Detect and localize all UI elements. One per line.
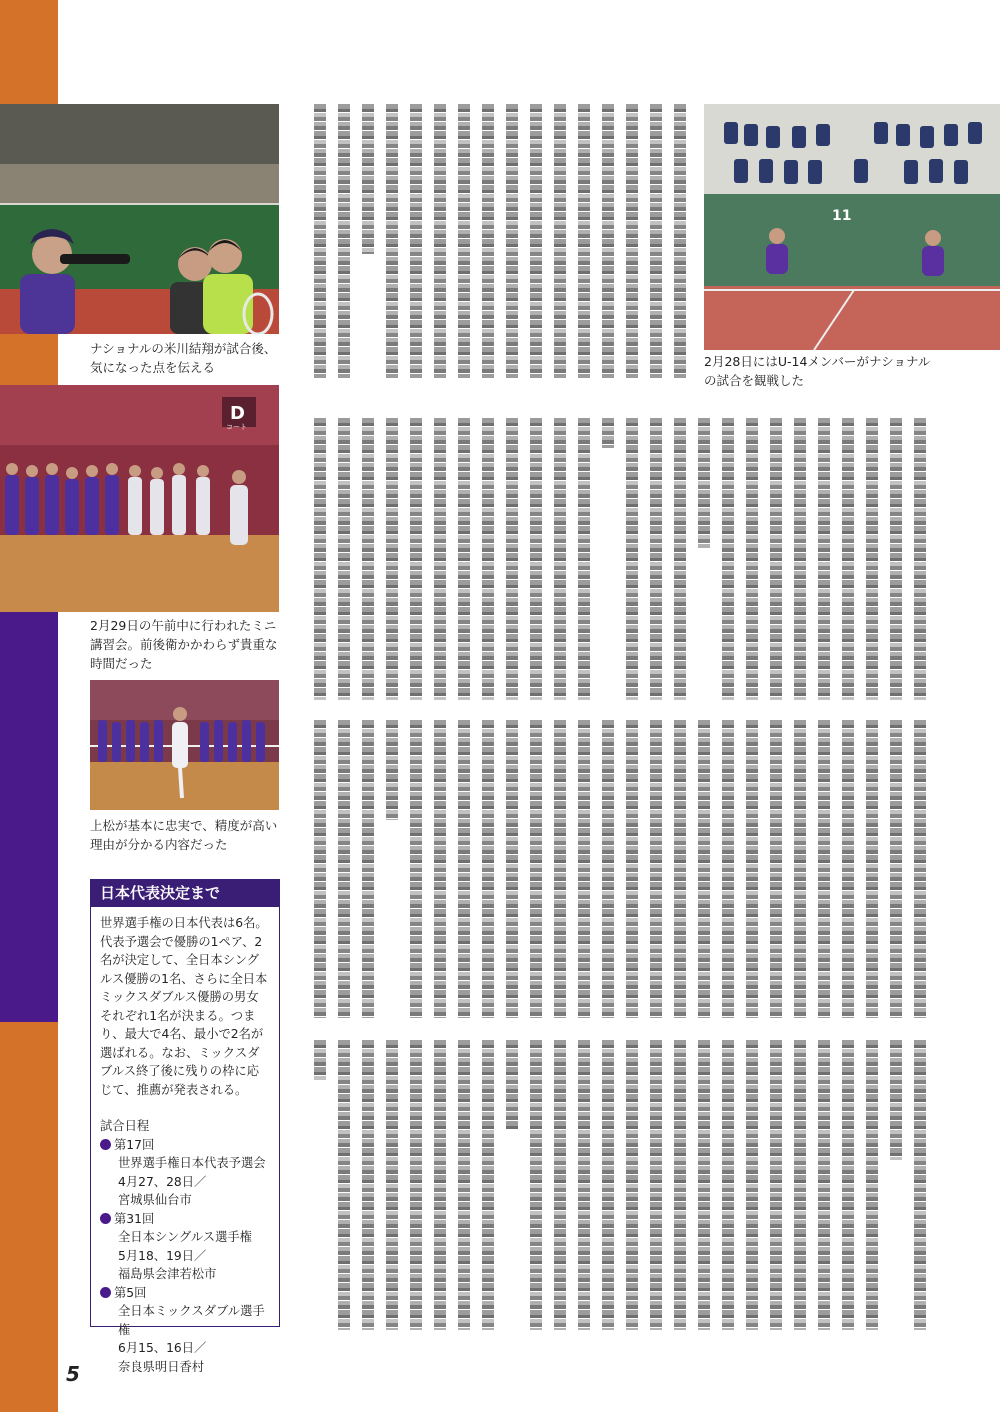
box-body-text: 世界選手権の日本代表は6名。代表予選会で優勝の1ペア、2名が決定して、全日本シングルス優勝の1名、さらに全日本ミックスダブルス優勝の男女それぞれ1名が決まる。つまり、最大で4名、最小で2名が選ばれる。なお、ミックスダブルス終了後に残りの枠に応じて、推薦が発表される。 bbox=[100, 916, 268, 1097]
schedule-item bbox=[100, 1210, 270, 1284]
schedule-place: 奈良県明日香村 bbox=[118, 1359, 205, 1374]
text-column bbox=[314, 1040, 326, 1080]
schedule-edition: 第17回 bbox=[114, 1137, 155, 1152]
text-column bbox=[554, 1040, 566, 1330]
text-column bbox=[626, 418, 638, 700]
text-column bbox=[578, 418, 590, 700]
text-column bbox=[314, 418, 326, 700]
text-column bbox=[554, 104, 566, 378]
caption-mini-lecture: 2月29日の午前中に行われたミニ講習会。前後衛かかわらず貴重な時間だった bbox=[90, 618, 278, 671]
text-column bbox=[842, 418, 854, 700]
text-column bbox=[794, 418, 806, 700]
text-column bbox=[746, 418, 758, 700]
text-column bbox=[914, 1040, 926, 1330]
bullet-dot-icon bbox=[100, 1139, 111, 1150]
caption-uematsu-demo: 上松が基本に忠実で、精度が高い理由が分かる内容だった bbox=[90, 818, 278, 852]
text-column bbox=[650, 1040, 662, 1330]
text-column bbox=[386, 1040, 398, 1330]
text-column bbox=[866, 1040, 878, 1330]
japan-team-selection-box bbox=[90, 879, 280, 1374]
text-column bbox=[722, 418, 734, 700]
text-column bbox=[722, 1040, 734, 1330]
schedule-date: 4月27、28日／ bbox=[118, 1174, 207, 1189]
text-column bbox=[338, 1040, 350, 1330]
text-column bbox=[746, 1040, 758, 1330]
text-column bbox=[434, 1040, 446, 1330]
text-column bbox=[698, 1040, 710, 1330]
text-column bbox=[530, 720, 542, 1018]
text-column bbox=[674, 104, 686, 378]
schedule-place: 福島県会津若松市 bbox=[118, 1267, 217, 1281]
box-title: 日本代表決定まで bbox=[91, 880, 279, 907]
schedule-date: 6月15、16日／ bbox=[118, 1341, 207, 1355]
text-column bbox=[434, 104, 446, 378]
text-column bbox=[698, 720, 710, 1018]
text-column bbox=[386, 720, 398, 820]
text-column bbox=[434, 418, 446, 700]
text-column bbox=[746, 720, 758, 1018]
text-column bbox=[386, 104, 398, 378]
text-column bbox=[362, 418, 374, 700]
schedule-event: 全日本シングルス選手権 bbox=[118, 1230, 252, 1244]
bullet-dot-icon bbox=[100, 1287, 111, 1298]
text-column bbox=[362, 104, 374, 254]
text-column bbox=[818, 1040, 830, 1330]
text-column bbox=[458, 720, 470, 1018]
court-d-sub-sign: コート bbox=[226, 423, 247, 431]
text-column bbox=[674, 418, 686, 700]
text-column bbox=[698, 418, 710, 548]
text-column bbox=[578, 1040, 590, 1330]
text-column bbox=[506, 720, 518, 1018]
text-column bbox=[458, 104, 470, 378]
schedule-place: 宮城県仙台市 bbox=[118, 1193, 192, 1207]
text-column bbox=[650, 418, 662, 700]
text-column bbox=[818, 720, 830, 1018]
text-column bbox=[482, 1040, 494, 1330]
text-column bbox=[890, 418, 902, 700]
text-column bbox=[338, 104, 350, 378]
text-column bbox=[362, 720, 374, 1018]
schedule-date: 5月18、19日／ bbox=[118, 1248, 207, 1263]
text-column bbox=[674, 1040, 686, 1330]
text-column bbox=[866, 720, 878, 1018]
photo-uematsu-demo bbox=[90, 680, 279, 810]
text-column bbox=[530, 1040, 542, 1330]
text-column bbox=[626, 104, 638, 378]
text-column bbox=[434, 720, 446, 1018]
court-d-sign: D bbox=[230, 403, 245, 424]
text-column bbox=[554, 418, 566, 700]
text-column bbox=[842, 720, 854, 1018]
text-column bbox=[602, 104, 614, 378]
text-column bbox=[314, 104, 326, 378]
text-column bbox=[914, 418, 926, 700]
text-column bbox=[458, 1040, 470, 1330]
page-number: 5 bbox=[66, 1362, 80, 1386]
text-column bbox=[386, 418, 398, 700]
text-column bbox=[866, 418, 878, 700]
text-column bbox=[626, 1040, 638, 1330]
photo-mini-lecture bbox=[0, 385, 279, 612]
text-column bbox=[794, 720, 806, 1018]
text-column bbox=[794, 1040, 806, 1330]
text-column bbox=[506, 1040, 518, 1130]
text-column bbox=[674, 720, 686, 1018]
text-column bbox=[890, 1040, 902, 1160]
court-number-11-sign: 11 bbox=[832, 208, 852, 224]
text-column bbox=[482, 720, 494, 1018]
text-column bbox=[770, 1040, 782, 1330]
text-column bbox=[482, 104, 494, 378]
text-column bbox=[410, 418, 422, 700]
text-column bbox=[338, 720, 350, 1018]
bullet-dot-icon bbox=[100, 1213, 111, 1224]
text-column bbox=[410, 1040, 422, 1330]
text-column bbox=[770, 720, 782, 1018]
text-column bbox=[410, 720, 422, 1018]
text-column bbox=[890, 720, 902, 1018]
caption-coach-advice: ナショナルの米川結翔が試合後、気になった点を伝える bbox=[90, 341, 277, 375]
text-column bbox=[506, 104, 518, 378]
text-column bbox=[722, 720, 734, 1018]
orange-side-band-bottom bbox=[0, 1022, 58, 1412]
text-column bbox=[602, 1040, 614, 1330]
text-column bbox=[506, 418, 518, 700]
text-column bbox=[314, 720, 326, 1018]
schedule-edition: 第31回 bbox=[114, 1211, 155, 1226]
schedule-item bbox=[100, 1136, 270, 1210]
schedule-title: 試合日程 bbox=[100, 1119, 150, 1133]
text-column bbox=[602, 720, 614, 1018]
text-column bbox=[914, 720, 926, 1018]
text-column bbox=[530, 104, 542, 378]
purple-side-band bbox=[0, 600, 58, 1022]
text-column bbox=[770, 418, 782, 700]
text-column bbox=[410, 104, 422, 378]
caption-u14-watching: 2月28日にはU-14メンバーがナショナルの試合を観戦した bbox=[704, 354, 931, 388]
text-column bbox=[362, 1040, 374, 1330]
text-column bbox=[602, 418, 614, 448]
text-column bbox=[554, 720, 566, 1018]
text-column bbox=[650, 104, 662, 378]
text-column bbox=[626, 720, 638, 1018]
text-column bbox=[530, 418, 542, 700]
text-column bbox=[482, 418, 494, 700]
text-column bbox=[458, 418, 470, 700]
schedule-event: 世界選手権日本代表予選会 bbox=[118, 1156, 266, 1170]
text-column bbox=[842, 1040, 854, 1330]
text-column bbox=[578, 104, 590, 378]
photo-coach-advice bbox=[0, 104, 279, 334]
text-column bbox=[650, 720, 662, 1018]
photo-u14-watching bbox=[704, 104, 1000, 350]
text-column bbox=[818, 418, 830, 700]
schedule-event: 全日本ミックスダブル選手権 bbox=[118, 1304, 265, 1337]
schedule-edition: 第5回 bbox=[114, 1285, 147, 1300]
schedule-item bbox=[100, 1284, 270, 1377]
text-column bbox=[338, 418, 350, 700]
text-column bbox=[578, 720, 590, 1018]
